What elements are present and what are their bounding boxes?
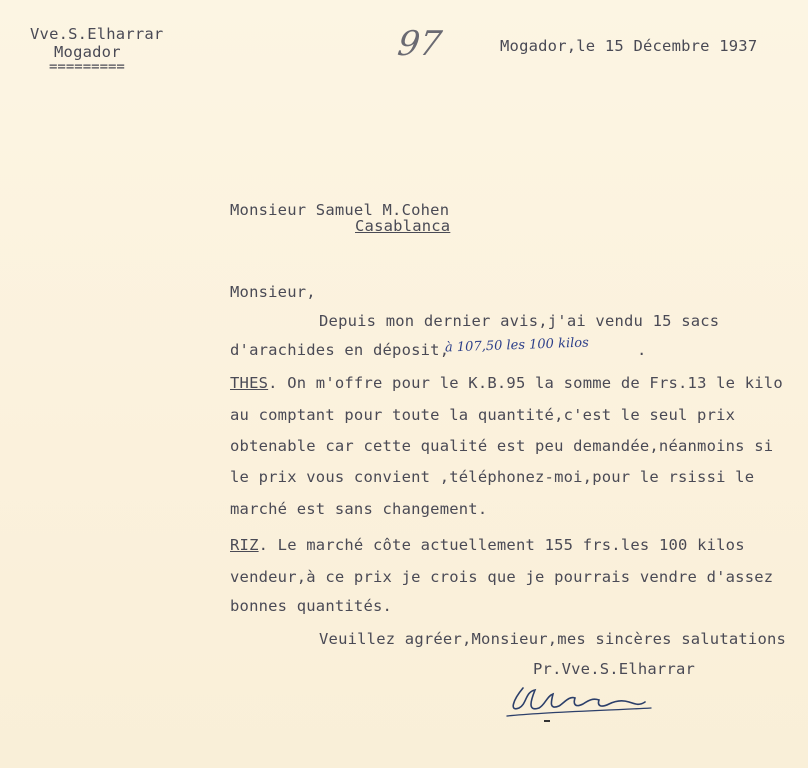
recipient-city: Casablanca	[355, 217, 451, 235]
body-line-1: Depuis mon dernier avis,j'ai vendu 15 sacs	[319, 312, 720, 330]
signature-mark	[544, 720, 550, 722]
body-line-2-end: .	[637, 341, 647, 359]
body-line-8-rest: . Le marché côte actuellement 155 frs.les 100 kilos	[258, 536, 745, 554]
recipient-name: Monsieur Samuel M.Cohen	[230, 201, 450, 219]
body-line-6: le prix vous convient ,téléphonez-moi,pour le rsissi le	[230, 468, 755, 486]
body-line-4: au comptant pour toute la quantité,c'est le seul prix	[230, 406, 736, 424]
date-line: Mogador,le 15 Décembre 1937	[500, 37, 758, 55]
closing-line: Veuillez agréer,Monsieur,mes sincères salutations	[319, 630, 787, 648]
letterhead-sender-city: Mogador	[54, 43, 121, 61]
body-line-3	[230, 374, 783, 392]
handwritten-price-note: à 107,50 les 100 kilos	[444, 335, 590, 356]
body-line-3-rest: . On m'offre pour le K.B.95 la somme de Frs.13 le kilo	[268, 374, 783, 392]
body-line-2: d'arachides en déposit,	[230, 341, 450, 359]
handwritten-file-number: 97	[395, 24, 445, 64]
body-line-7: marché est sans changement.	[230, 500, 488, 518]
handwritten-signature	[505, 678, 655, 728]
salutation: Monsieur,	[230, 283, 316, 301]
body-line-8	[230, 536, 745, 554]
letterhead-rule: =========	[49, 59, 125, 75]
signature-per-line: Pr.Vve.S.Elharrar	[533, 660, 696, 678]
letterhead-sender-name: Vve.S.Elharrar	[30, 25, 164, 43]
body-line-10: bonnes quantités.	[230, 597, 393, 615]
thes-label: THES	[230, 374, 269, 392]
body-line-9: vendeur,à ce prix je crois que je pourrais vendre d'assez	[230, 568, 774, 586]
body-line-5: obtenable car cette qualité est peu demandée,néanmoins si	[230, 437, 774, 455]
riz-label: RIZ	[230, 536, 259, 554]
